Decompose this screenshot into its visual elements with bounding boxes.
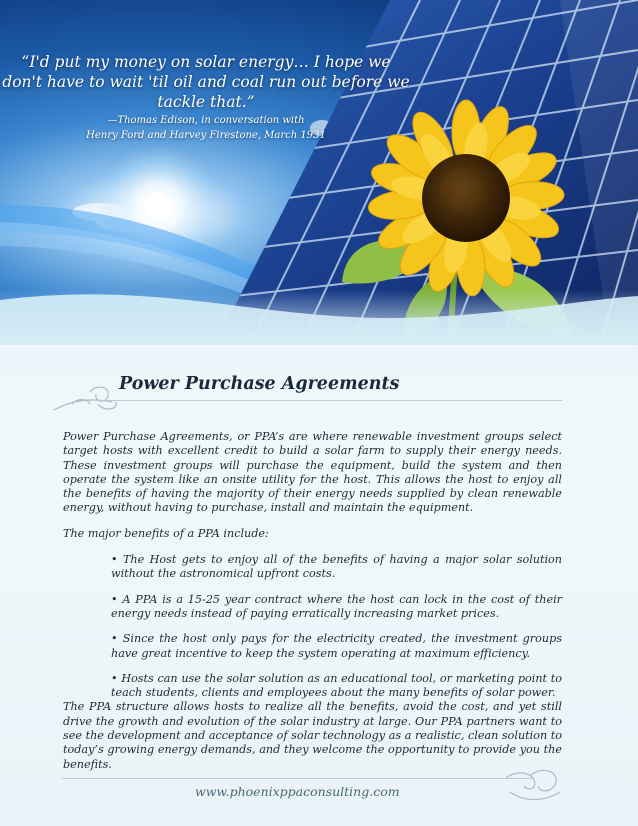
edison-quote <box>0 52 412 142</box>
closing-paragraph: The PPA structure allows hosts to realize all the benefits, avoid the cost, and yet still drive the growth and evolution of the solar industry at large. Our PPA partners want to see the development and acceptance of solar technology as a realistic, clean solution to today’s growing energy demands, and they welcome the opportunity to provide you the benefits. <box>63 700 562 771</box>
list-item: • Hosts can use the solar solution as an educational tool, or marketing point to teach students, clients and employees about the many benefits of solar power. <box>111 671 562 700</box>
benefits-list <box>63 553 562 700</box>
title-divider <box>98 400 562 401</box>
section-title: Power Purchase Agreements <box>119 374 400 394</box>
list-item: • The Host gets to enjoy all of the benefits of having a major solar solution without the astronomical upfront costs. <box>111 553 562 581</box>
quote-attribution-1: —Thomas Edison, in conversation with <box>107 115 305 126</box>
benefits-heading: The major benefits of a PPA include: <box>63 526 269 540</box>
footer-divider <box>62 778 532 779</box>
footer-flourish-icon <box>500 762 570 806</box>
body-content <box>63 430 562 772</box>
list-item: • A PPA is a 15-25 year contract where the host can lock in the cost of their energy needs instead of paying erratically increasing market prices. <box>111 592 562 620</box>
footer-website-link[interactable]: www.phoenixppaconsulting.com <box>195 784 400 799</box>
hero-image <box>0 0 638 345</box>
list-item: • Since the host only pays for the electricity created, the investment groups have great incentive to keep the system operating at maximum efficiency. <box>111 632 562 660</box>
quote-text: “I'd put my money on solar energy… I hope we don't have to wait 'til oil and coal run out before we tackle that.” <box>2 53 410 111</box>
quote-attribution-2: Henry Ford and Harvey Firestone, March 1931 <box>86 130 326 141</box>
intro-paragraph: Power Purchase Agreements, or PPA’s are where renewable investment groups select target hosts with excellent credit to build a solar farm to supply their energy needs. These investment groups will purchase the equipment, build the system and then operate the system like an onsite utility for the host. This allows the host to enjoy all the benefits of having the majority of their energy needs supplied by clean renewable energy, without having to purchase, install and maintain the equipment. <box>63 430 562 515</box>
